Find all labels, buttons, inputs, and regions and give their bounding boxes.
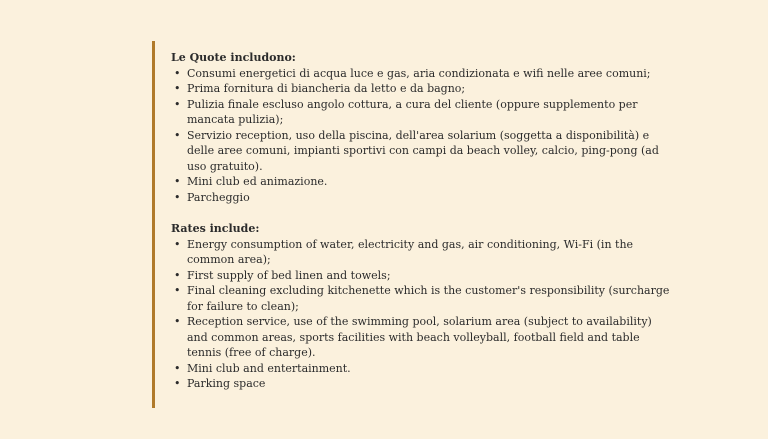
list-item-text: Energy consumption of water, electricity and gas, air conditioning, Wi-Fi (in the common area); — [187, 237, 634, 266]
list-item-text: Final cleaning excluding kitchenette which is the customer's responsibility (surcharge for failure to clean); — [187, 284, 670, 313]
list-item — [171, 128, 672, 175]
list-item — [171, 268, 672, 284]
list-item — [171, 283, 672, 314]
italian-list — [171, 66, 672, 206]
list-item-text: Consumi energetici di acqua luce e gas, aria condizionata e wifi nelle aree comuni; — [187, 66, 651, 80]
list-item-text: Servizio reception, uso della piscina, dell'area solarium (soggetta a disponibilità) e delle aree comuni, impianti sportivi con campi da beach volley, calcio, ping-pong (ad uso gratuito). — [187, 128, 659, 173]
italian-section-title: Le Quote includono: — [171, 51, 296, 64]
list-item — [171, 190, 672, 206]
list-item-text: Prima fornitura di biancheria da letto e da bagno; — [187, 82, 466, 95]
bullet-icon: • — [174, 377, 181, 390]
bullet-icon: • — [174, 190, 181, 204]
bullet-icon: • — [174, 82, 181, 95]
bullet-icon: • — [174, 284, 181, 297]
list-item-text: First supply of bed linen and towels; — [187, 268, 391, 282]
bullet-icon: • — [174, 128, 181, 142]
list-item — [171, 237, 672, 268]
bullet-icon: • — [174, 315, 181, 328]
list-item — [171, 314, 672, 361]
bullet-icon: • — [174, 237, 181, 251]
list-item — [171, 66, 672, 82]
italian-section — [171, 50, 672, 205]
list-item-text: Parking space — [187, 377, 266, 390]
bullet-icon: • — [174, 97, 181, 111]
list-item — [171, 361, 672, 377]
list-item — [171, 376, 672, 392]
list-item-text: Reception service, use of the swimming pool, solarium area (subject to availability) and common areas, sports facilities with beach volleyball, football field and table tennis (free of charge). — [187, 315, 652, 359]
english-section — [171, 221, 672, 392]
english-section-title: Rates include: — [171, 222, 260, 235]
list-item-text: Mini club and entertainment. — [187, 361, 351, 375]
list-item-text: Pulizia finale escluso angolo cottura, a cura del cliente (oppure supplemento per mancata pulizia); — [187, 97, 638, 126]
list-item — [171, 97, 672, 128]
list-item-text: Parcheggio — [187, 190, 250, 204]
list-item — [171, 81, 672, 97]
section-spacer — [171, 205, 672, 221]
bullet-icon: • — [174, 175, 181, 188]
list-item-text: Mini club ed animazione. — [187, 175, 328, 188]
bullet-icon: • — [174, 66, 181, 80]
bullet-icon: • — [174, 361, 181, 375]
rates-panel — [152, 41, 672, 408]
bullet-icon: • — [174, 268, 181, 282]
english-list — [171, 237, 672, 392]
list-item — [171, 174, 672, 190]
